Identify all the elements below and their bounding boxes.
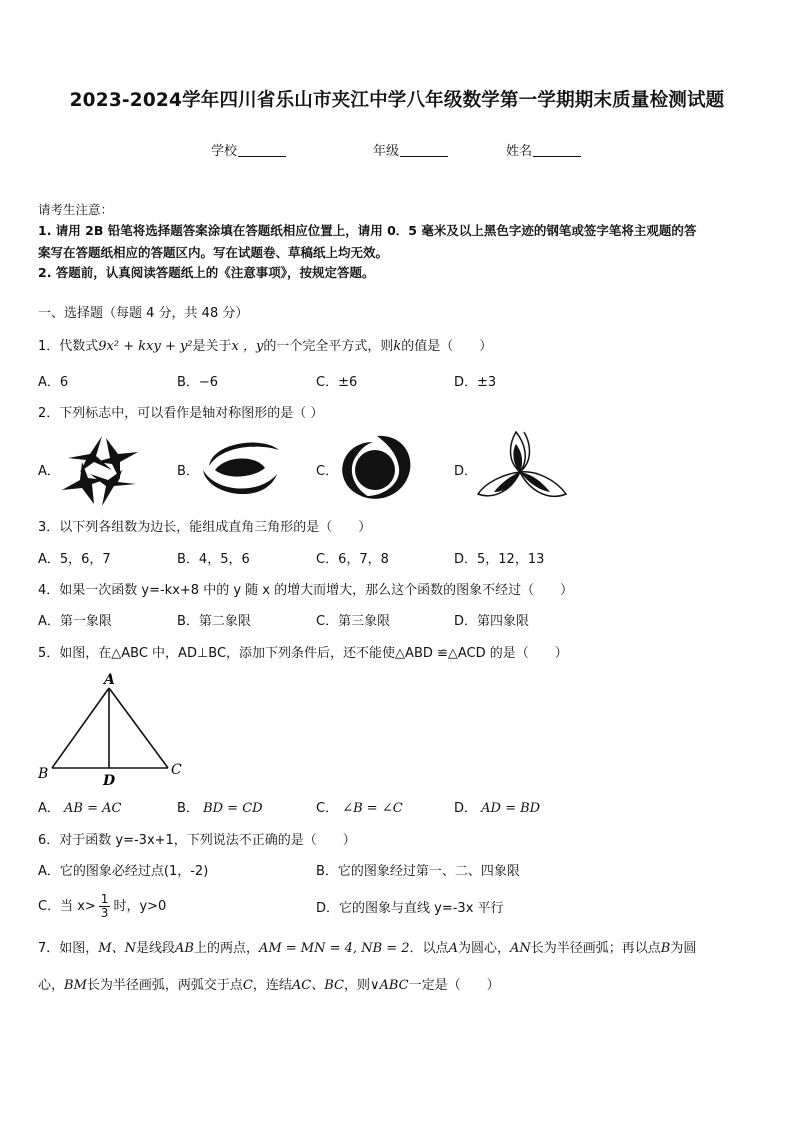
q5-option-a[interactable] [38,800,121,818]
q5-label-b: B [38,766,49,782]
q5-option-c-math: ∠B = ∠C [342,801,403,816]
question-4: 4．如果一次函数 y=-kx+8 中的 y 随 x 的增大而增大，那么这个函数的图象不经过（ ） [38,583,574,598]
q1-end: 的值是（ ） [401,339,493,354]
q1-suffix: 的一个完全平方式，则 [263,339,394,354]
notice-line-1b: 案写在答题纸相应的答题区内。写在试题卷、草稿纸上均无效。 [38,245,389,260]
q7-b: B [660,941,671,956]
q6-option-b[interactable]: B．它的图象经过第一、二、四象限 [316,864,520,879]
section-heading: 一、选择题（每题 4 分，共 48 分） [38,306,249,321]
q7-t7: 为圆 [670,941,697,956]
q7-ab: AB [174,941,194,956]
q5-option-c-label: C． [316,801,339,816]
q2-label-c[interactable]: C． [316,464,339,479]
q6-option-c-post: 时，y>0 [113,899,167,914]
q7-t12: 一定是（ ） [408,978,500,993]
name-field[interactable] [506,140,581,159]
q7-t8: 心， [38,978,65,993]
q4-option-b[interactable]: B．第二象限 [177,614,251,629]
q3-option-a[interactable]: A．5，6，7 [38,552,111,567]
q7-t5: 为圆心， [457,941,510,956]
q1-expression: 9x² + kxy + y² [98,339,193,354]
notice-heading: 请考生注意： [38,202,114,217]
q5-option-c[interactable] [316,800,403,818]
q1-option-b[interactable]: B．−6 [177,375,219,390]
q1-prefix: 1．代数式 [38,339,99,354]
school-field[interactable] [211,140,286,159]
q7-a: A [448,941,458,956]
name-blank[interactable] [533,144,581,157]
q3-option-b[interactable]: B．4，5，6 [177,552,250,567]
q6-option-d[interactable]: D．它的图象与直线 y=-3x 平行 [316,901,504,916]
q6-option-c-pre: C．当 x> [38,899,96,914]
q5-label-d: D [103,773,116,789]
q2-label-a[interactable]: A． [38,464,60,479]
q7-t6: 长为半径画弧；再以点 [530,941,661,956]
question-5: 5．如图，在△ABC 中，AD⊥BC，添加下列条件后，还不能使△ABD ≌△ACD 的是（ ） [38,646,568,661]
q6-fraction-den: 3 [100,906,109,920]
q1-k: k [393,339,402,354]
q5-triangle-figure [36,670,196,792]
q1-option-c[interactable]: C．±6 [316,375,358,390]
question-3: 3．以下列各组数为边长，能组成直角三角形的是（ ） [38,520,372,535]
q7-bm: BM [64,978,87,993]
q7-c: C [242,978,253,993]
q6-fraction [99,893,111,920]
q3-option-c[interactable]: C．6，7，8 [316,552,389,567]
notice-line-2: 2. 答题前，认真阅读答题纸上的《注意事项》，按规定答题。 [38,265,375,280]
q6-option-a[interactable]: A．它的图象必经过点(1，-2) [38,864,209,879]
logo-d-petals-icon [476,430,568,504]
q7-an: AN [509,941,531,956]
q1-option-d[interactable]: D．±3 [454,375,497,390]
q7-equation: AM = MN = 4, NB = 2 [258,941,410,956]
q5-label-c: C [171,762,182,778]
q7-mn: M、N [98,941,136,956]
q7-t3: 上的两点， [193,941,259,956]
q5-option-d-label: D． [454,801,478,816]
q1-vars: x ，y [231,339,264,354]
q7-t11: ，则 [343,978,370,993]
q4-option-c[interactable]: C．第三象限 [316,614,391,629]
logo-b-eye-icon [199,436,281,504]
q1-mid: 是关于 [192,339,232,354]
q7-t10: ，连结 [252,978,292,993]
q5-option-b-label: B． [177,801,199,816]
question-6: 6．对于函数 y=-3x+1，下列说法不正确的是（ ） [38,833,356,848]
q5-option-d-math: AD = BD [481,801,541,816]
q4-option-a[interactable]: A．第一象限 [38,614,112,629]
q2-label-d[interactable]: D． [454,464,478,479]
q5-option-a-math: AB = AC [64,801,122,816]
q5-option-a-label: A． [38,801,60,816]
q2-label-b[interactable]: B． [177,464,199,479]
question-7-line-1 [38,940,696,958]
q7-t4: ．以点 [409,941,449,956]
question-1 [38,338,492,356]
logo-c-swirl-icon [337,432,413,504]
q6-fraction-num: 1 [100,892,109,906]
question-2: 2．下列标志中，可以看作是轴对称图形的是（ ） [38,406,324,421]
q5-option-d[interactable] [454,800,540,818]
page-title: 2023-2024学年四川省乐山市夹江中学八年级数学第一学期期末质量检测试题 [69,90,725,111]
q5-label-a: A [104,672,115,688]
q5-option-b[interactable] [177,800,263,818]
q5-option-b-math: BD = CD [203,801,263,816]
question-7-line-2 [38,977,500,995]
grade-field[interactable] [373,140,448,159]
q7-acbc: AC、BC [291,978,344,993]
school-label: 学校 [211,144,238,159]
notice-line-1a: 1. 请用 2B 铅笔将选择题答案涂填在答题纸相应位置上，请用 0．5 毫米及以上黑色字迹的钢笔或签字笔将主观题的答 [38,223,697,238]
q7-t2: 是线段 [135,941,175,956]
q6-option-c[interactable] [38,893,166,921]
q7-triangle: ∨ABC [369,978,409,993]
logo-a-pinwheel-icon [60,434,140,508]
grade-label: 年级 [373,144,400,159]
q1-option-a[interactable]: A．6 [38,375,69,390]
q7-t1: 7．如图， [38,941,99,956]
q4-option-d[interactable]: D．第四象限 [454,614,530,629]
q7-t9: 长为半径画弧，两弧交于点 [86,978,243,993]
school-blank[interactable] [238,144,286,157]
name-label: 姓名 [506,144,533,159]
grade-blank[interactable] [400,144,448,157]
q3-option-d[interactable]: D．5，12，13 [454,552,545,567]
